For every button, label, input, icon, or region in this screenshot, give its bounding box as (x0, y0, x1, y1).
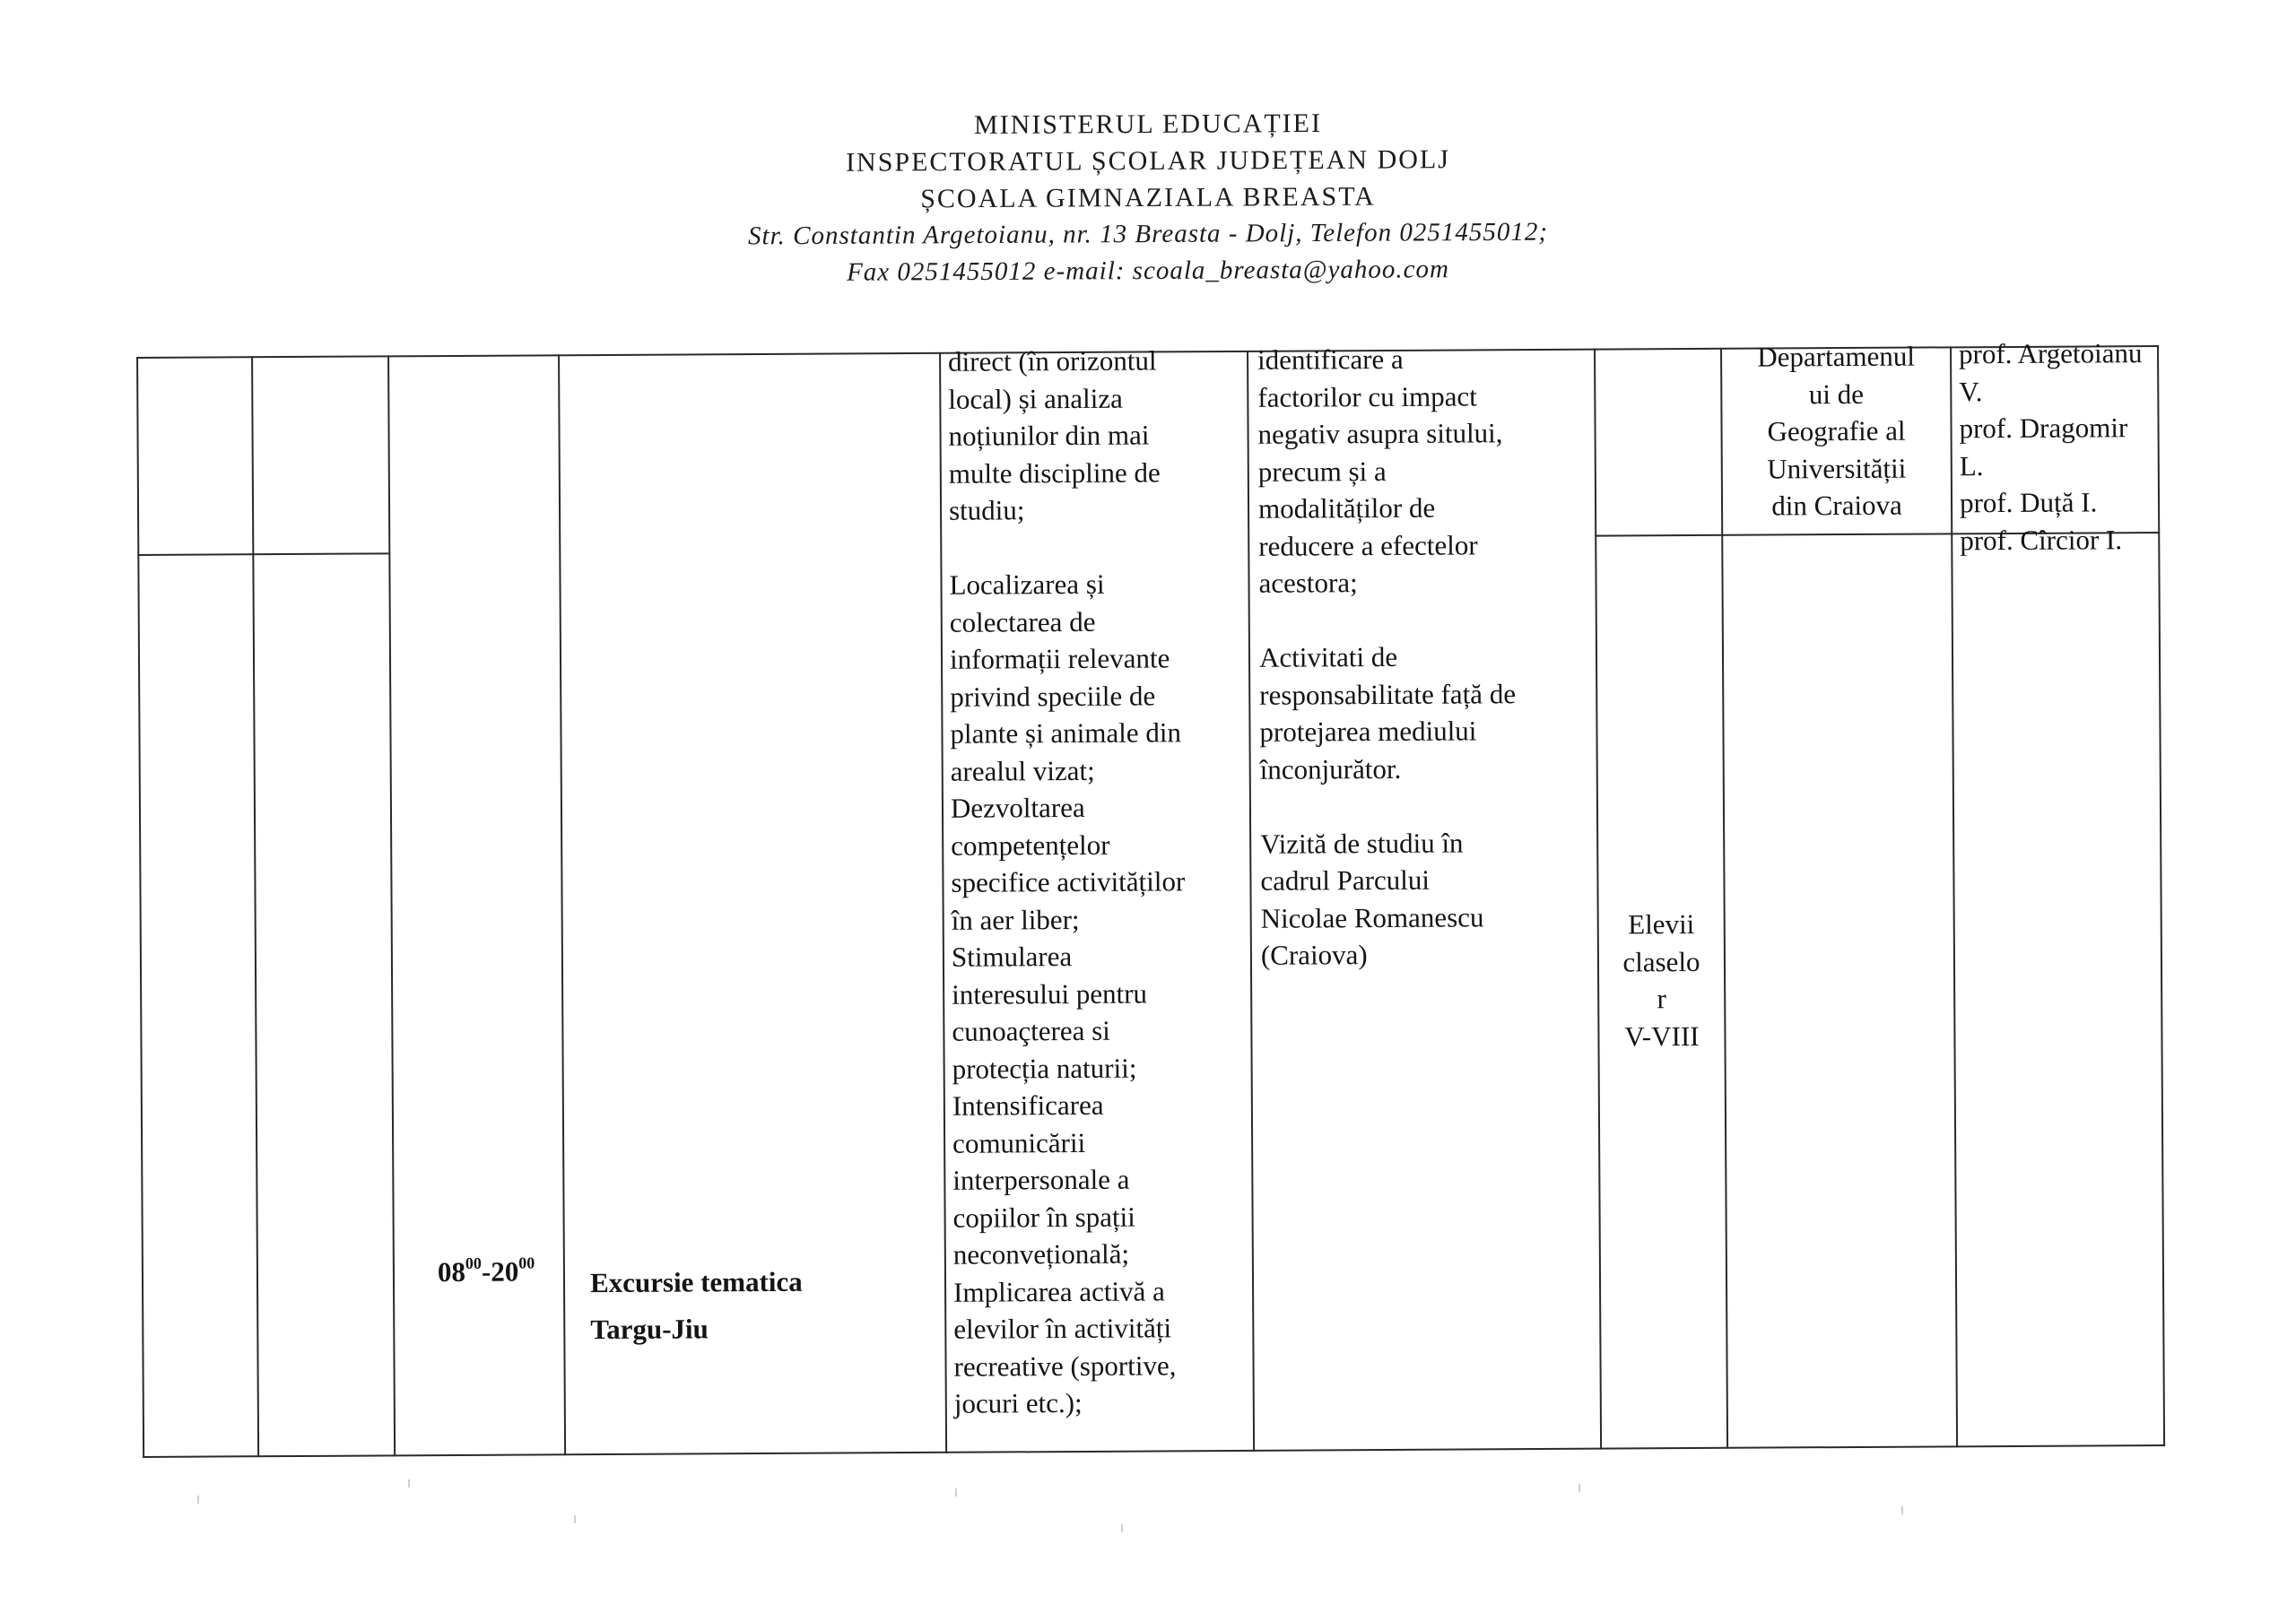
content-line: (Craiova) (1260, 939, 1368, 971)
activity-line: Targu-Jiu (590, 1313, 709, 1346)
content-line: factorilor cu impact (1257, 379, 1477, 413)
objective-line: specifice activităților (951, 865, 1186, 898)
objective-line: Dezvoltarea (950, 791, 1085, 824)
objective-line: multe discipline de (948, 455, 1161, 490)
objective-line: direct (în orizontul (948, 344, 1157, 377)
content-line: reducere a efectelor (1258, 528, 1478, 562)
col-border-9 (2157, 345, 2165, 1446)
objective-line: jocuri etc.); (953, 1386, 1083, 1419)
activity-table (136, 336, 2165, 1460)
school-name: ȘCOALA GIMNAZIALA BREASTA (920, 181, 1376, 214)
objective-line: Implicarea activă a (952, 1274, 1165, 1308)
row-divider-left (137, 552, 388, 556)
scan-speck (197, 1496, 199, 1504)
objective-line: comunicării (952, 1126, 1086, 1159)
objective-line: cunoaçterea si (952, 1014, 1110, 1047)
objective-line: privind speciile de (950, 679, 1156, 713)
responsible-line: V. (1959, 375, 1983, 407)
start-hour: 08 (437, 1255, 466, 1288)
objective-line: recreative (sportive, (953, 1349, 1177, 1383)
responsible-line: prof. Cîrcior I. (1960, 523, 2123, 556)
table-bottom-border (143, 1444, 2165, 1458)
scan-speck (408, 1479, 410, 1488)
partners-line: Universității (1767, 452, 1907, 485)
objective-line: local) și analiza (948, 382, 1123, 415)
objective-line: interesului pentru (952, 977, 1148, 1010)
objective-line: Stimularea (951, 941, 1073, 973)
participants-line: claselo (1622, 945, 1700, 977)
spacer (949, 527, 1245, 566)
objective-line: copiilor în spații (952, 1201, 1135, 1234)
col-border-1 (251, 356, 259, 1457)
responsible-line: prof. Argetoianu (1958, 337, 2143, 370)
partners-line: din Craiova (1771, 489, 1902, 522)
objective-line: informații relevante (949, 642, 1170, 675)
time-separator: - (481, 1255, 491, 1288)
end-hour: 20 (491, 1255, 519, 1288)
content-line: identificare a (1257, 343, 1404, 376)
school-address: Str. Constantin Argetoianu, nr. 13 Breasta - Dolj, Telefon 0251455012; (748, 217, 1548, 251)
objective-line: studiu; (948, 494, 1025, 526)
end-minutes: 00 (518, 1253, 535, 1272)
partners-line: ui de (1808, 377, 1864, 410)
col-border-0 (136, 357, 144, 1458)
objectives-cell (948, 342, 1250, 1422)
scan-speck (1901, 1506, 1903, 1514)
content-line: Nicolae Romanescu (1260, 900, 1484, 934)
objective-line: Intensificarea (952, 1089, 1104, 1122)
partners-line: Geografie al (1767, 414, 1906, 447)
spacer (1260, 786, 1596, 826)
col-border-2 (387, 355, 396, 1456)
content-line: acestora; (1258, 567, 1358, 599)
participants-cell (1599, 906, 1725, 1055)
school-contact: Fax 0251455012 e-mail: scoala_breasta@yahoo.com (847, 255, 1449, 287)
content-line: negativ asupra sitului, (1257, 417, 1503, 450)
col-border-8 (1950, 346, 1958, 1447)
scan-speck (955, 1488, 957, 1496)
content-line: protejarea mediului (1259, 715, 1477, 748)
content-line: Vizită de studiu în (1260, 826, 1464, 860)
content-line: modalităților de (1257, 491, 1436, 525)
content-cell (1257, 340, 1597, 975)
time-interval (438, 1253, 563, 1290)
scan-speck (574, 1515, 576, 1523)
participants-line: Elevii (1628, 908, 1695, 941)
objective-line: plante și animale din (950, 716, 1181, 750)
ministry-name: MINISTERUL EDUCAȚIEI (973, 108, 1322, 141)
objective-line: protecția naturii; (952, 1052, 1137, 1085)
scan-speck (1121, 1524, 1123, 1532)
content-line: înconjurător. (1259, 752, 1402, 785)
objective-line: competențelor (951, 828, 1110, 862)
partners-line: Departamenul (1757, 340, 1915, 373)
letterhead (0, 106, 2296, 290)
activity-line: Excursie tematica (589, 1265, 803, 1299)
activity-title (590, 1258, 932, 1353)
participants-line: V-VIII (1624, 1019, 1700, 1052)
start-minutes: 00 (465, 1253, 482, 1272)
responsible-line: prof. Dragomir L. (1959, 412, 2128, 481)
responsible-line: prof. Duță I. (1959, 486, 2098, 519)
scan-speck (1578, 1484, 1580, 1492)
content-line: responsabilitate față de (1259, 677, 1517, 711)
partners-cell (1722, 337, 1951, 525)
objective-line: interpersonale a (952, 1163, 1130, 1196)
objective-line: neconvețională; (952, 1237, 1130, 1271)
inspectorate-name: INSPECTORATUL ȘCOLAR JUDEȚEAN DOLJ (846, 144, 1450, 178)
col-border-4 (939, 352, 947, 1453)
objective-line: arealul vizat; (950, 754, 1095, 787)
objective-line: colectarea de (949, 605, 1096, 638)
spacer (1259, 600, 1596, 639)
participants-line: r (1657, 983, 1666, 1015)
objective-line: în aer liber; (951, 903, 1080, 936)
objective-line: Localizarea și (949, 568, 1105, 601)
responsible-cell (1959, 334, 2157, 559)
objective-line: elevilor în activități (953, 1312, 1172, 1345)
col-border-3 (558, 354, 566, 1455)
objective-line: noțiunilor din mai (948, 419, 1150, 452)
content-line: cadrul Parcului (1260, 863, 1431, 897)
content-line: Activitati de (1258, 640, 1398, 673)
content-line: precum și a (1257, 455, 1387, 488)
